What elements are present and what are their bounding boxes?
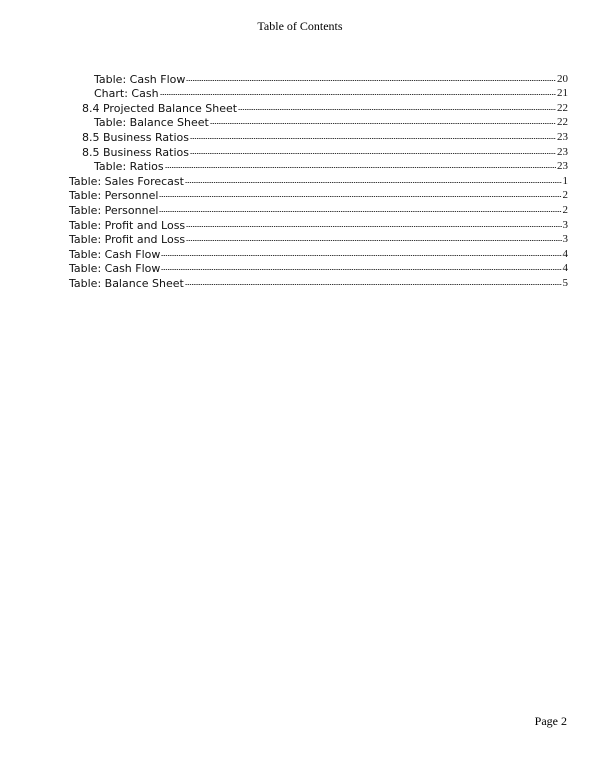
dot-leader — [160, 93, 556, 97]
toc-entry-page: 5 — [562, 276, 568, 289]
toc-entry-label: Table: Profit and Loss — [69, 218, 186, 232]
toc-entry-label: Table: Cash Flow — [69, 262, 161, 276]
toc-entry[interactable] — [69, 275, 568, 290]
toc-entry-label: Chart: Cash — [94, 87, 159, 101]
toc-entry-label: Table: Personnel — [69, 203, 159, 217]
toc-entry-page: 4 — [562, 247, 568, 260]
toc-entry-page: 3 — [562, 218, 568, 231]
toc-entry-label: Table: Ratios — [94, 160, 164, 174]
dot-leader — [185, 283, 562, 287]
toc-entry[interactable] — [69, 159, 568, 174]
toc-entry-page: 2 — [562, 203, 568, 216]
dot-leader — [190, 137, 556, 141]
toc-entry[interactable] — [69, 100, 568, 115]
toc-entry-page: 23 — [557, 145, 568, 158]
toc-entry[interactable] — [69, 188, 568, 203]
dot-leader — [186, 79, 556, 83]
dot-leader — [186, 239, 561, 243]
toc-entry-page: 1 — [562, 174, 568, 187]
toc-entry[interactable] — [69, 261, 568, 276]
dot-leader — [165, 166, 556, 170]
toc-entry-label: Table: Personnel — [69, 189, 159, 203]
toc-entry[interactable] — [69, 129, 568, 144]
toc-entry-page: 23 — [557, 160, 568, 173]
table-of-contents — [69, 71, 568, 290]
dot-leader — [161, 268, 561, 272]
dot-leader — [159, 195, 561, 199]
toc-entry-label: Table: Balance Sheet — [69, 276, 184, 290]
toc-entry[interactable] — [69, 115, 568, 130]
toc-entry-page: 21 — [557, 87, 568, 100]
page-title: Table of Contents — [257, 19, 343, 33]
toc-entry-page: 23 — [557, 130, 568, 143]
toc-entry-label: Table: Sales Forecast — [69, 174, 184, 188]
toc-entry[interactable] — [69, 217, 568, 232]
toc-entry-label: Table: Cash Flow — [94, 72, 186, 86]
toc-entry-page: 3 — [562, 233, 568, 246]
dot-leader — [159, 210, 561, 214]
toc-entry[interactable] — [69, 232, 568, 247]
toc-entry-label: Table: Profit and Loss — [69, 233, 186, 247]
toc-entry-page: 22 — [557, 101, 568, 114]
dot-leader — [238, 108, 556, 112]
toc-entry-label: 8.5 Business Ratios — [82, 130, 189, 144]
toc-entry[interactable] — [69, 173, 568, 188]
toc-entry[interactable] — [69, 86, 568, 101]
toc-entry-label: 8.5 Business Ratios — [82, 145, 189, 159]
toc-entry-page: 20 — [557, 72, 568, 85]
toc-entry-label: Table: Cash Flow — [69, 247, 161, 261]
dot-leader — [190, 152, 556, 156]
toc-entry-label: Table: Balance Sheet — [94, 116, 209, 130]
toc-entry[interactable] — [69, 71, 568, 86]
toc-entry[interactable] — [69, 202, 568, 217]
page-number: Page 2 — [534, 714, 567, 728]
dot-leader — [186, 225, 561, 229]
toc-entry[interactable] — [69, 144, 568, 159]
toc-entry-page: 4 — [562, 262, 568, 275]
toc-entry-label: 8.4 Projected Balance Sheet — [82, 101, 238, 115]
dot-leader — [185, 181, 562, 185]
toc-entry-page: 22 — [557, 116, 568, 129]
dot-leader — [210, 122, 556, 126]
toc-entry-page: 2 — [562, 189, 568, 202]
toc-entry[interactable] — [69, 246, 568, 261]
dot-leader — [161, 254, 561, 258]
